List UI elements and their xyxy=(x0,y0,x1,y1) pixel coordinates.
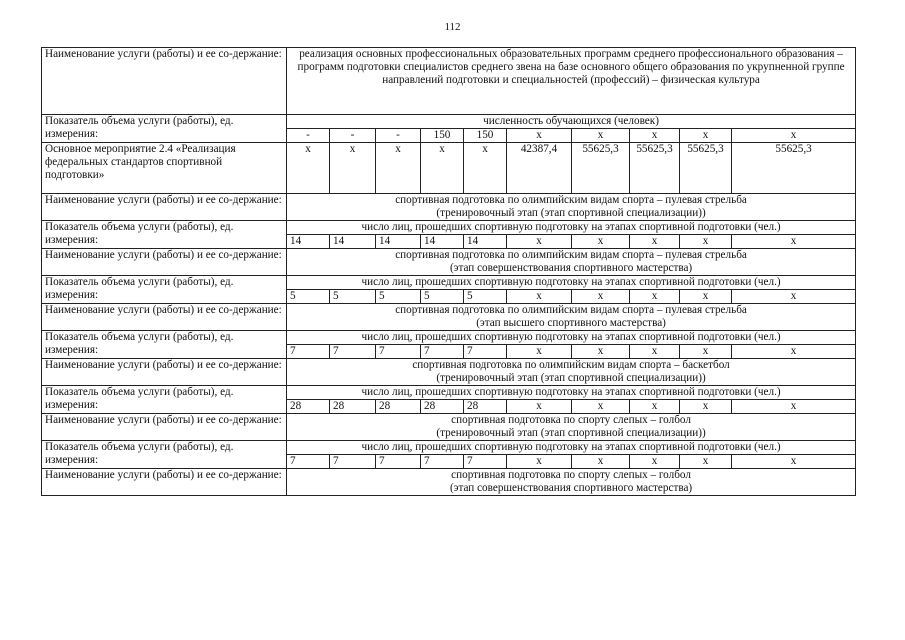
value-cell: 14 xyxy=(464,235,507,249)
value-cell: x xyxy=(572,345,630,359)
indicator-label: Показатель объема услуги (работы), ед. измерения: xyxy=(42,441,287,469)
indicator-label: Показатель объема услуги (работы), ед. измерения: xyxy=(42,386,287,414)
service-name-line1: спортивная подготовка по олимпийским видам спорта – пулевая стрельба xyxy=(395,249,747,261)
service-table xyxy=(41,47,856,496)
value-cell: x xyxy=(572,455,630,469)
value-cell: 42387,4 xyxy=(507,143,572,194)
service-name-line2: (этап совершенствования спортивного мастерства) xyxy=(449,262,693,274)
value-cell: - xyxy=(376,129,421,143)
service-name-label: Наименование услуги (работы) и ее со-держание: xyxy=(42,359,287,386)
value-cell: x xyxy=(630,129,680,143)
value-cell: x xyxy=(572,235,630,249)
value-cell: 28 xyxy=(287,400,330,414)
value-cell: x xyxy=(732,345,856,359)
service-name-content xyxy=(287,359,856,386)
value-cell: 5 xyxy=(330,290,376,304)
service-name-label: Наименование услуги (работы) и ее со-держание: xyxy=(42,304,287,331)
service-name-line1: спортивная подготовка по олимпийским видам спорта – пулевая стрельба xyxy=(395,194,747,206)
service-name-line2: (тренировочный этап (этап спортивной специализации)) xyxy=(436,207,706,219)
value-cell: 7 xyxy=(376,345,421,359)
value-cell: 28 xyxy=(330,400,376,414)
indicator-text-row xyxy=(42,115,856,129)
measure-row xyxy=(42,143,856,194)
service-name-row xyxy=(42,359,856,386)
value-cell: 7 xyxy=(464,455,507,469)
indicator-label: Показатель объема услуги (работы), ед. измерения: xyxy=(42,276,287,304)
value-cell: x xyxy=(732,235,856,249)
value-cell: x xyxy=(630,345,680,359)
indicator-text-row xyxy=(42,441,856,455)
value-cell: x xyxy=(630,455,680,469)
service-name-row xyxy=(42,414,856,441)
value-cell: 14 xyxy=(287,235,330,249)
indicator-text: число лиц, прошедших спортивную подготовку на этапах спортивной подготовки (чел.) xyxy=(287,331,856,345)
value-cell: 55625,3 xyxy=(630,143,680,194)
value-cell: x xyxy=(572,400,630,414)
service-name-line1: спортивная подготовка по спорту слепых – голбол xyxy=(451,414,691,426)
value-cell: 55625,3 xyxy=(680,143,732,194)
value-cell: x xyxy=(680,235,732,249)
indicator-text: число лиц, прошедших спортивную подготовку на этапах спортивной подготовки (чел.) xyxy=(287,276,856,290)
value-cell: - xyxy=(287,129,330,143)
service-name-line2: (тренировочный этап (этап спортивной специализации)) xyxy=(436,372,706,384)
service-name-line1: реализация основных профессиональных образовательных программ среднего профессионального образования – xyxy=(299,48,843,60)
value-cell: 7 xyxy=(421,345,464,359)
value-cell: x xyxy=(507,235,572,249)
value-cell: x xyxy=(680,290,732,304)
value-cell: 5 xyxy=(287,290,330,304)
value-cell: x xyxy=(732,290,856,304)
service-name-row xyxy=(42,249,856,276)
service-name-line1: спортивная подготовка по олимпийским видам спорта – пулевая стрельба xyxy=(395,304,747,316)
value-cell: x xyxy=(732,129,856,143)
value-cell: x xyxy=(464,143,507,194)
indicator-text: численность обучающихся (человек) xyxy=(287,115,856,129)
indicator-text-row xyxy=(42,331,856,345)
service-name-row xyxy=(42,469,856,496)
indicator-text: число лиц, прошедших спортивную подготовку на этапах спортивной подготовки (чел.) xyxy=(287,441,856,455)
value-cell: x xyxy=(630,235,680,249)
value-cell: x xyxy=(287,143,330,194)
value-cell: 28 xyxy=(464,400,507,414)
service-name-line2: (этап высшего спортивного мастерства) xyxy=(476,317,666,329)
value-cell: 7 xyxy=(376,455,421,469)
service-name-content xyxy=(287,414,856,441)
indicator-text-row xyxy=(42,276,856,290)
value-cell: x xyxy=(630,400,680,414)
value-cell: 7 xyxy=(330,345,376,359)
value-cell: 28 xyxy=(376,400,421,414)
value-cell: x xyxy=(572,290,630,304)
value-cell: x xyxy=(507,345,572,359)
value-cell: 7 xyxy=(464,345,507,359)
value-cell: x xyxy=(572,129,630,143)
service-name-line1: спортивная подготовка по спорту слепых – голбол xyxy=(451,469,691,481)
value-cell: 55625,3 xyxy=(732,143,856,194)
value-cell: 7 xyxy=(421,455,464,469)
service-name-row xyxy=(42,48,856,115)
value-cell: x xyxy=(376,143,421,194)
value-cell: x xyxy=(680,400,732,414)
value-cell: x xyxy=(330,143,376,194)
indicator-text: число лиц, прошедших спортивную подготовку на этапах спортивной подготовки (чел.) xyxy=(287,386,856,400)
value-cell: 7 xyxy=(287,345,330,359)
service-name-line2: программ подготовки специалистов среднего звена на базе основного общего образования по укрупненной группе направлений подготовки и специальностей (профессий) – физическая культура xyxy=(297,61,845,86)
indicator-text-row xyxy=(42,221,856,235)
service-name-label: Наименование услуги (работы) и ее со-держание: xyxy=(42,48,287,115)
service-name-content xyxy=(287,194,856,221)
value-cell: 5 xyxy=(376,290,421,304)
service-name-line2: (тренировочный этап (этап спортивной специализации)) xyxy=(436,427,706,439)
service-name-label: Наименование услуги (работы) и ее со-держание: xyxy=(42,249,287,276)
value-cell: 150 xyxy=(464,129,507,143)
value-cell: 5 xyxy=(421,290,464,304)
value-cell: x xyxy=(680,129,732,143)
value-cell: 14 xyxy=(330,235,376,249)
value-cell: x xyxy=(732,455,856,469)
indicator-text-row xyxy=(42,386,856,400)
value-cell: 5 xyxy=(464,290,507,304)
indicator-label: Показатель объема услуги (работы), ед. измерения: xyxy=(42,115,287,143)
value-cell: x xyxy=(680,345,732,359)
value-cell: 14 xyxy=(421,235,464,249)
service-name-label: Наименование услуги (работы) и ее со-держание: xyxy=(42,469,287,496)
value-cell: x xyxy=(507,290,572,304)
value-cell: 55625,3 xyxy=(572,143,630,194)
service-name-content xyxy=(287,249,856,276)
value-cell: x xyxy=(732,400,856,414)
page-number: 112 xyxy=(444,21,461,33)
value-cell: x xyxy=(421,143,464,194)
value-cell: 14 xyxy=(376,235,421,249)
value-cell: 28 xyxy=(421,400,464,414)
service-name-content xyxy=(287,469,856,496)
service-name-label: Наименование услуги (работы) и ее со-держание: xyxy=(42,414,287,441)
measure-label: Основное мероприятие 2.4 «Реализация федеральных стандартов спортивной подготовки» xyxy=(42,143,287,194)
value-cell: 7 xyxy=(287,455,330,469)
service-name-row xyxy=(42,194,856,221)
value-cell: x xyxy=(630,290,680,304)
service-name-content xyxy=(287,304,856,331)
service-name-line1: спортивная подготовка по олимпийским видам спорта – баскетбол xyxy=(412,359,730,371)
service-name-content xyxy=(287,48,856,115)
indicator-label: Показатель объема услуги (работы), ед. измерения: xyxy=(42,221,287,249)
service-name-line2: (этап совершенствования спортивного мастерства) xyxy=(449,482,693,494)
value-cell: 7 xyxy=(330,455,376,469)
service-name-row xyxy=(42,304,856,331)
value-cell: x xyxy=(507,129,572,143)
indicator-text: число лиц, прошедших спортивную подготовку на этапах спортивной подготовки (чел.) xyxy=(287,221,856,235)
service-name-label: Наименование услуги (работы) и ее со-держание: xyxy=(42,194,287,221)
value-cell: - xyxy=(330,129,376,143)
value-cell: x xyxy=(507,455,572,469)
indicator-label: Показатель объема услуги (работы), ед. измерения: xyxy=(42,331,287,359)
value-cell: 150 xyxy=(421,129,464,143)
value-cell: x xyxy=(507,400,572,414)
value-cell: x xyxy=(680,455,732,469)
